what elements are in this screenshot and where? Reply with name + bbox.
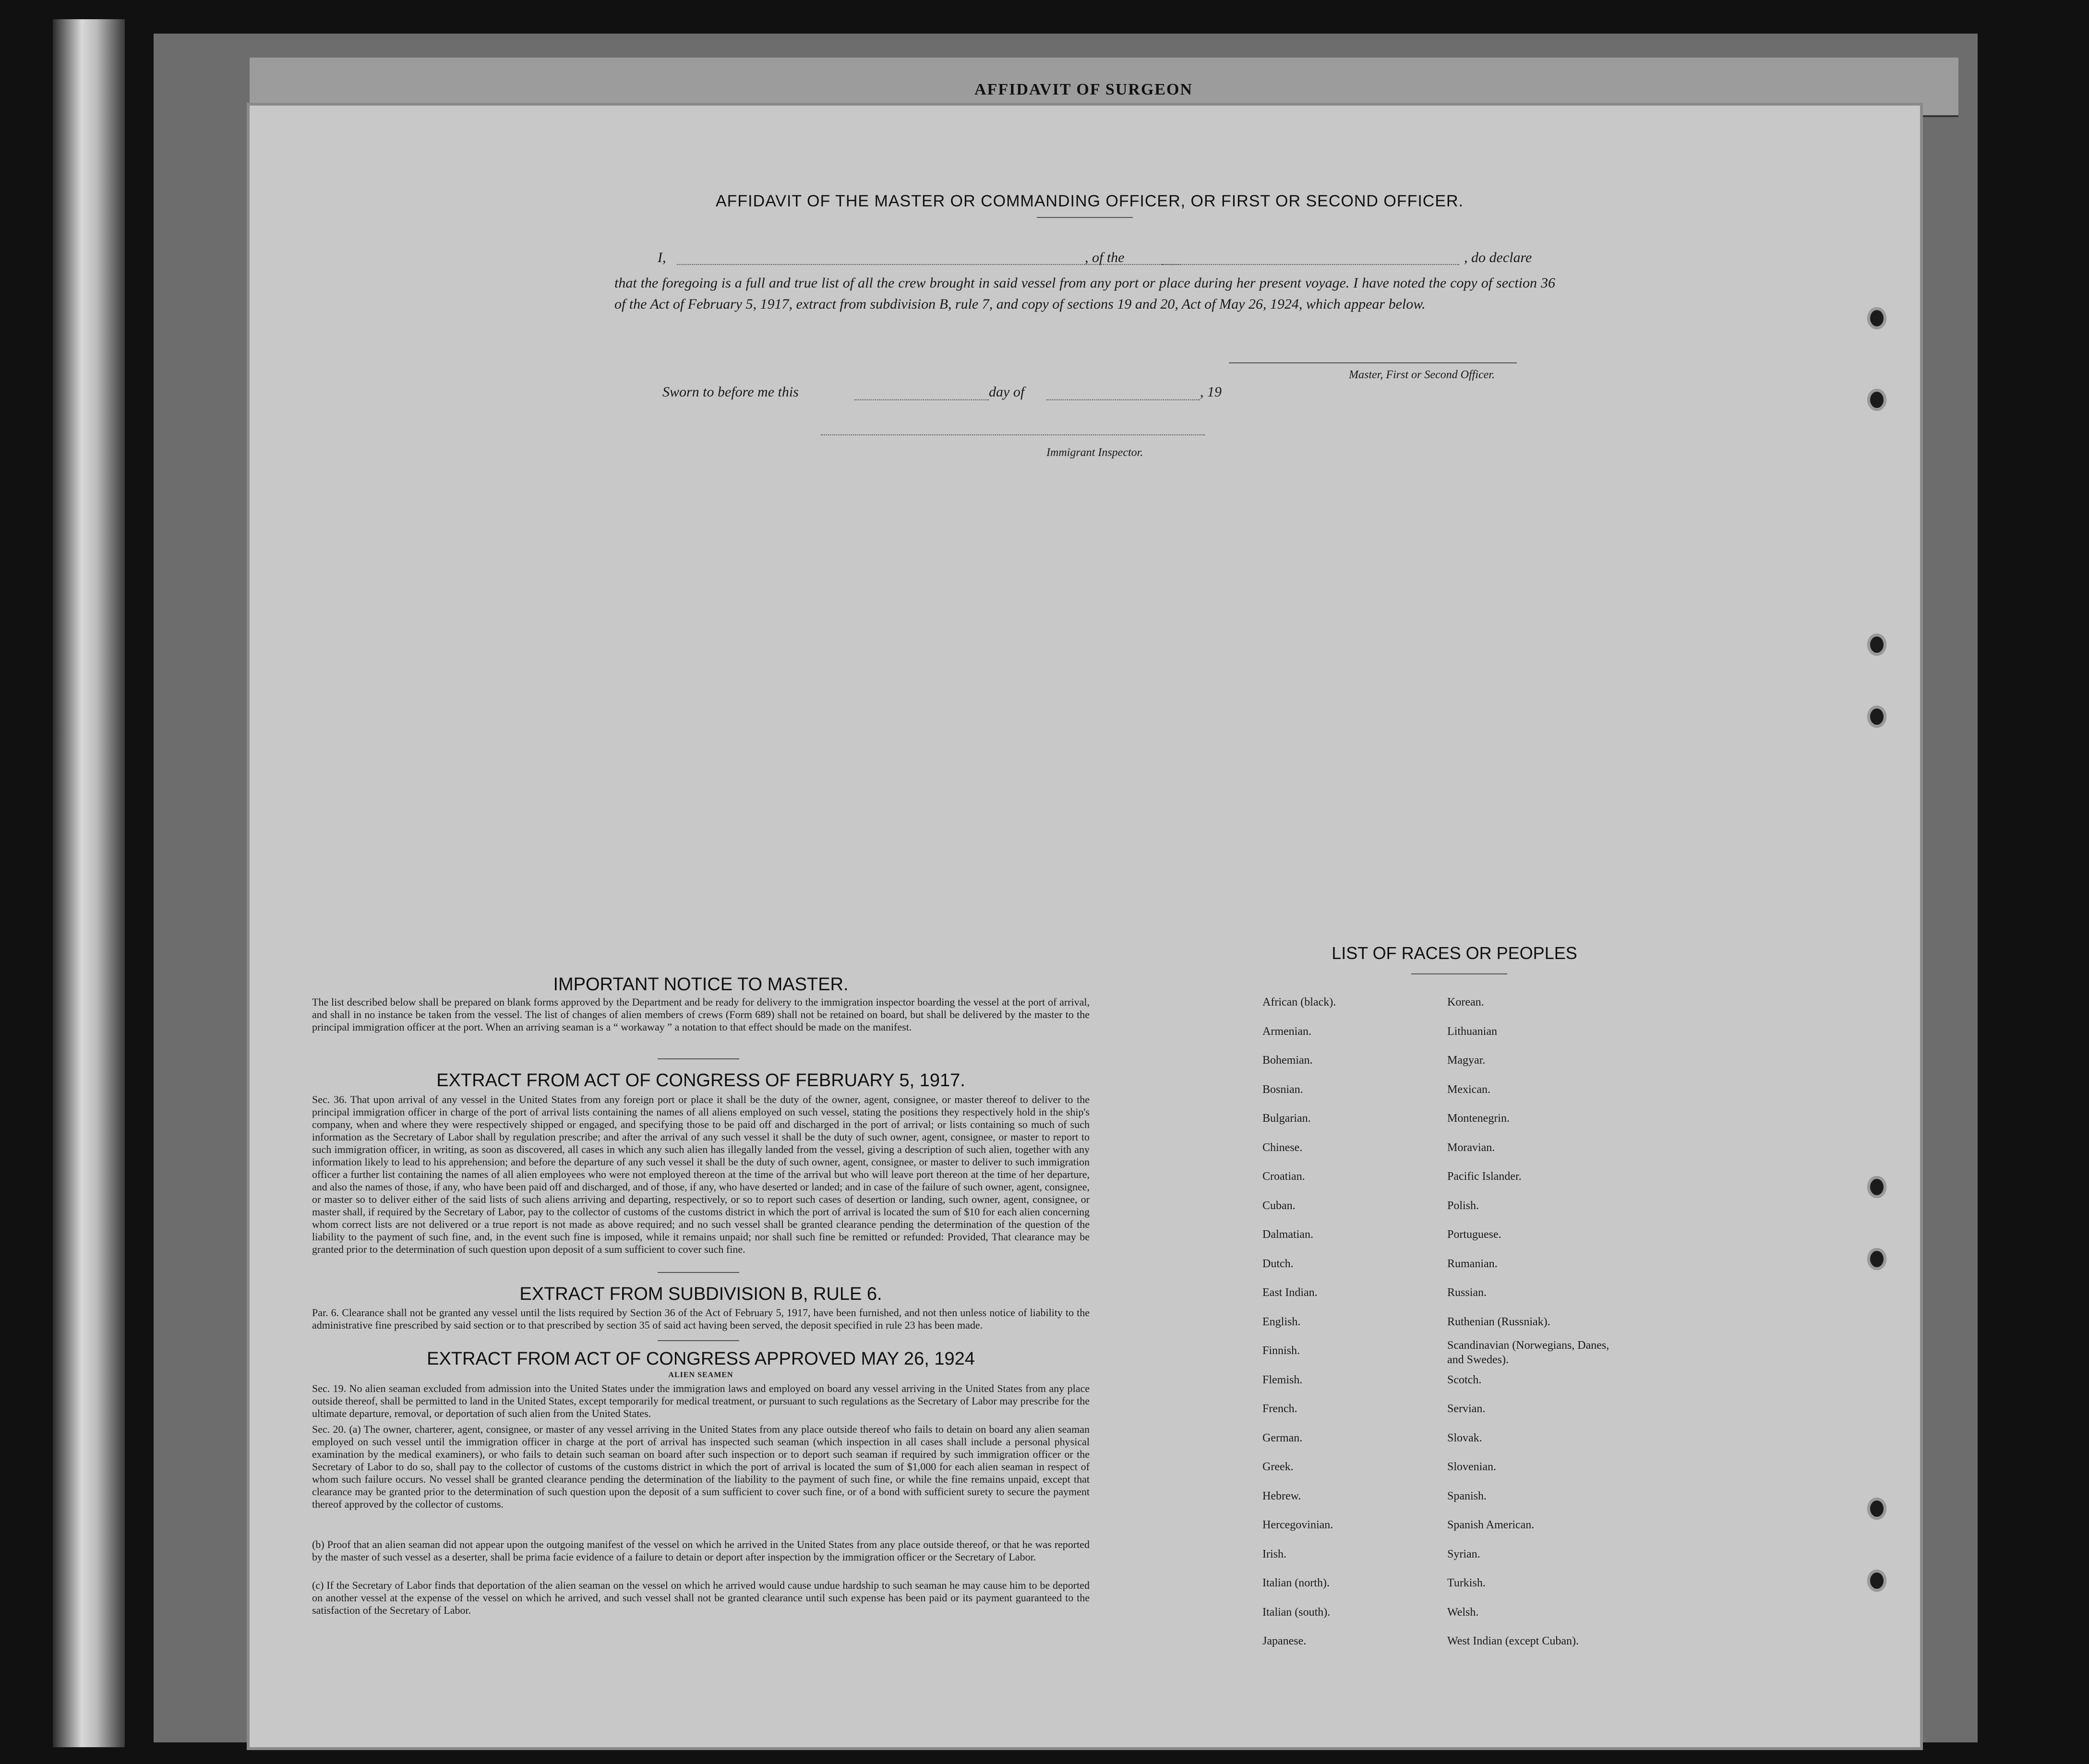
sworn-prefix: Sworn to before me this bbox=[662, 384, 799, 400]
extract-rule6-title: EXTRACT FROM SUBDIVISION B, RULE 6. bbox=[519, 1284, 882, 1304]
sworn-month-blank bbox=[1046, 399, 1200, 400]
inspector-label: Immigrant Inspector. bbox=[1046, 446, 1143, 459]
extract-rule6-body: Par. 6. Clearance shall not be granted any vessel until the lists required by Section 36 of the Act of February 5, 1917, have been furnished, and not then unless notice of liability to the administrative fine prescribed by said section or to that prescribed by section 35 of said act having been served, the deposit specified in rule 23 has been made. bbox=[312, 1307, 1090, 1331]
races-left-column bbox=[1262, 988, 1336, 1656]
extract-1924-sec20b: (b) Proof that an alien seaman did not appear upon the outgoing manifest of the vessel on which he arrived in the United States from any place outside thereof, or that he was reported by the master of such vessel as a deserter, shall be prima facie evidence of a failure to detain or deport after inspection by the immigration officer or the Secretary of Labor. bbox=[312, 1538, 1090, 1563]
punch-hole bbox=[1867, 706, 1886, 728]
race-item: Portuguese. bbox=[1447, 1228, 1501, 1241]
race-item: Japanese. bbox=[1262, 1635, 1307, 1647]
race-item: African (black). bbox=[1262, 996, 1336, 1008]
race-item: Chinese. bbox=[1262, 1141, 1303, 1154]
race-item: Montenegrin. bbox=[1447, 1112, 1510, 1125]
punch-hole bbox=[1867, 307, 1886, 329]
race-item: Russian. bbox=[1447, 1286, 1487, 1299]
race-item: Dalmatian. bbox=[1262, 1228, 1313, 1241]
race-item: Flemish. bbox=[1262, 1373, 1303, 1386]
signature-line bbox=[1229, 362, 1517, 363]
manifest-sheet bbox=[250, 106, 1920, 1747]
race-item: Ruthenian (Russniak). bbox=[1447, 1315, 1550, 1328]
affidavit-title: AFFIDAVIT OF THE MASTER OR COMMANDING OFFICER, OR FIRST OR SECOND OFFICER. bbox=[715, 192, 1464, 210]
affidavit-declare: , do declare bbox=[1464, 250, 1532, 265]
notice-title: IMPORTANT NOTICE TO MASTER. bbox=[553, 974, 849, 995]
punch-hole bbox=[1867, 1570, 1886, 1592]
race-item: Scandinavian (Norwegians, Danes, and Swedes). bbox=[1447, 1339, 1609, 1366]
race-item: Dutch. bbox=[1262, 1257, 1294, 1270]
vessel-blank bbox=[1162, 264, 1459, 265]
race-item: Rumanian. bbox=[1447, 1257, 1498, 1270]
race-item: Spanish. bbox=[1447, 1489, 1487, 1502]
extract-1924-subtitle: ALIEN SEAMEN bbox=[668, 1371, 733, 1379]
surgeon-affidavit-header: AFFIDAVIT OF SURGEON bbox=[974, 81, 1193, 98]
race-item: West Indian (except Cuban). bbox=[1447, 1635, 1579, 1647]
race-item: Korean. bbox=[1447, 996, 1484, 1008]
race-item: Armenian. bbox=[1262, 1025, 1311, 1038]
race-item: Finnish. bbox=[1262, 1344, 1300, 1357]
race-item: French. bbox=[1262, 1403, 1297, 1415]
section-rule bbox=[658, 1272, 739, 1273]
race-item: Lithuanian bbox=[1447, 1025, 1497, 1038]
races-title: LIST OF RACES OR PEOPLES bbox=[1332, 943, 1577, 963]
race-item: German. bbox=[1262, 1431, 1303, 1444]
race-item: Hebrew. bbox=[1262, 1489, 1301, 1502]
race-item: Irish. bbox=[1262, 1548, 1286, 1560]
extract-1924-title: EXTRACT FROM ACT OF CONGRESS APPROVED MAY 26, 1924 bbox=[427, 1349, 975, 1369]
race-item: Hercegovinian. bbox=[1262, 1519, 1333, 1531]
race-item: Scotch. bbox=[1447, 1373, 1482, 1386]
race-item: Magyar. bbox=[1447, 1054, 1486, 1067]
section-rule bbox=[658, 1058, 739, 1059]
race-item: Italian (south). bbox=[1262, 1606, 1331, 1619]
race-item: Syrian. bbox=[1447, 1548, 1480, 1560]
notice-body: The list described below shall be prepared on blank forms approved by the Department and be ready for delivery to the immigration inspector boarding the vessel at the port of arrival, and shall in no instance be taken from the vessel. The list of changes of alien members of crews (Form 689) shall not be retained on board, but shall be delivered by the master to the principal immigration officer at the port. When an arriving seaman is a “ workaway ” a notation to that effect should be made on the manifest. bbox=[312, 996, 1090, 1033]
punch-hole bbox=[1867, 1498, 1886, 1520]
sworn-day-blank bbox=[854, 399, 989, 400]
punch-hole bbox=[1867, 1176, 1886, 1198]
affidavit-body: that the foregoing is a full and true list of all the crew brought in said vessel from any port or place during her present voyage. I have noted the copy of section 36 of the Act of February 5, 1917, extract from subdivision B, rule 7, and copy of sections 19 and 20, Act of May 26, 1924, which appear below. bbox=[614, 275, 1555, 312]
race-item: Bulgarian. bbox=[1262, 1112, 1311, 1125]
section-rule bbox=[658, 1340, 739, 1341]
affidavit-i: I, bbox=[658, 250, 666, 265]
race-item: Greek. bbox=[1262, 1461, 1294, 1473]
race-item: Moravian. bbox=[1447, 1141, 1495, 1154]
punch-hole bbox=[1867, 634, 1886, 656]
races-rule bbox=[1411, 973, 1507, 974]
extract-1917-body: Sec. 36. That upon arrival of any vessel in the United States from any foreign port or place it shall be the duty of the owner, agent, consignee, or master thereof to deliver to the principal immigration officer in charge of the port of arrival lists containing the names of all aliens employed on such vessel, stating the positions they respectively hold in the ship's company, when and where they were respectively shipped or engaged, and specifying those to be paid off and discharged in the port of arrival; or lists containing so much of such information as the Secretary of Labor shall by regulation prescribe; and after the arrival of any such vessel it shall be the duty of such owner, agent, consignee, or master to report to such immigration officer, in writing, as soon as discovered, all cases in which any such alien has illegally landed from the vessel, giving a description of such alien, together with any information likely to lead to his apprehension; and before the departure of any such vessel it shall be the duty of such owner, agent, consignee, or master to deliver to such immigration officer a further list containing the names of all alien employees who were not employed thereon at the time of the arrival but who will leave port thereon at the time of her departure, and also the names of those, if any, who have been paid off and discharged, and of those, if any, who have deserted or landed; and in case of the failure of such owner, agent, consignee, or master so to deliver either of the said lists of such aliens arriving and departing, respectively, or so to report such cases of desertion or landing, such owner, agent, consignee, or master shall, if required by the Secretary of Labor, pay to the collector of customs of the customs district in which the port of arrival is located the sum of $10 for each alien concerning whom correct lists are not delivered or a true report is not made as above required; and no such vessel shall be granted clearance pending the determination of the question of the liability to the payment of such fine, and, in the event such fine is imposed, while it remains unpaid; nor shall such fine be remitted or refunded: Provided, That clearance may be granted prior to the determination of such question upon deposit of a sum sufficient to cover such fine. bbox=[312, 1093, 1090, 1255]
extract-1924-sec20a: Sec. 20. (a) The owner, charterer, agent, consignee, or master of any vessel arriving in the United States from any place outside thereof who fails to detain on board any alien seaman employed on such vessel until the immigration officer in charge at the port of arrival has inspected such seaman (which inspection in all cases shall include a personal physical examination by the medical examiners), or who fails to detain such seaman on board after such inspection or to deport such seaman if required by such immigration officer or the Secretary of Labor to do so, shall pay to the collector of customs of the customs district in which the port of arrival is located the sum of $1,000 for each alien seaman in respect of whom such failure occurs. No vessel shall be granted clearance pending the determination of the liability to the payment of such fine, or while the fine remains unpaid, except that clearance may be granted prior to the determination of such question upon the deposit of a sum sufficient to cover such fine, or of a bond with sufficient surety to secure the payment thereof approved by the collector of customs. bbox=[312, 1423, 1090, 1510]
race-item: Servian. bbox=[1447, 1403, 1486, 1415]
signature-label: Master, First or Second Officer. bbox=[1349, 369, 1495, 381]
title-rule bbox=[1037, 217, 1133, 218]
race-item: Turkish. bbox=[1447, 1577, 1486, 1589]
affidavit-of-the: , of the bbox=[1085, 250, 1125, 265]
race-item: Mexican. bbox=[1447, 1083, 1490, 1096]
extract-1924-sec19: Sec. 19. No alien seaman excluded from admission into the United States under the immigration laws and employed on board any vessel arriving in the United States from any place outside thereof, shall be permitted to land in the United States, except temporarily for medical treatment, or pursuant to such regulations as the Secretary of Labor may prescribe for the ultimate departure, removal, or deportation of such alien from the United States. bbox=[312, 1382, 1090, 1419]
race-item: Italian (north). bbox=[1262, 1577, 1330, 1589]
punch-hole bbox=[1867, 389, 1886, 411]
binder-strip bbox=[53, 19, 125, 1747]
race-item: Slovak. bbox=[1447, 1431, 1482, 1444]
race-item: English. bbox=[1262, 1315, 1301, 1328]
sworn-day-of: day of bbox=[989, 384, 1025, 400]
race-item: Welsh. bbox=[1447, 1606, 1479, 1619]
extract-1924-sec20c: (c) If the Secretary of Labor finds that deportation of the alien seaman on the vessel on which he arrived would cause undue hardship to such seaman he may cause him to be deported on another vessel at the expense of the vessel on which he arrived, and such vessel shall not be granted clearance until such expense has been paid or its payment guaranteed to the satisfaction of the Secretary of Labor. bbox=[312, 1579, 1090, 1616]
race-item: East Indian. bbox=[1262, 1286, 1318, 1299]
race-item: Pacific Islander. bbox=[1447, 1170, 1522, 1183]
inspector-line bbox=[821, 434, 1205, 435]
race-item: Polish. bbox=[1447, 1199, 1479, 1212]
race-item: Croatian. bbox=[1262, 1170, 1305, 1183]
race-item: Cuban. bbox=[1262, 1199, 1296, 1212]
race-item: Spanish American. bbox=[1447, 1519, 1535, 1531]
race-item: Bosnian. bbox=[1262, 1083, 1303, 1096]
race-item: Slovenian. bbox=[1447, 1461, 1496, 1473]
punch-hole bbox=[1867, 1248, 1886, 1270]
races-right-column bbox=[1447, 988, 1620, 1656]
extract-1917-title: EXTRACT FROM ACT OF CONGRESS OF FEBRUARY 5, 1917. bbox=[436, 1070, 965, 1091]
race-item: Bohemian. bbox=[1262, 1054, 1313, 1067]
sworn-year: , 19 bbox=[1200, 384, 1222, 400]
